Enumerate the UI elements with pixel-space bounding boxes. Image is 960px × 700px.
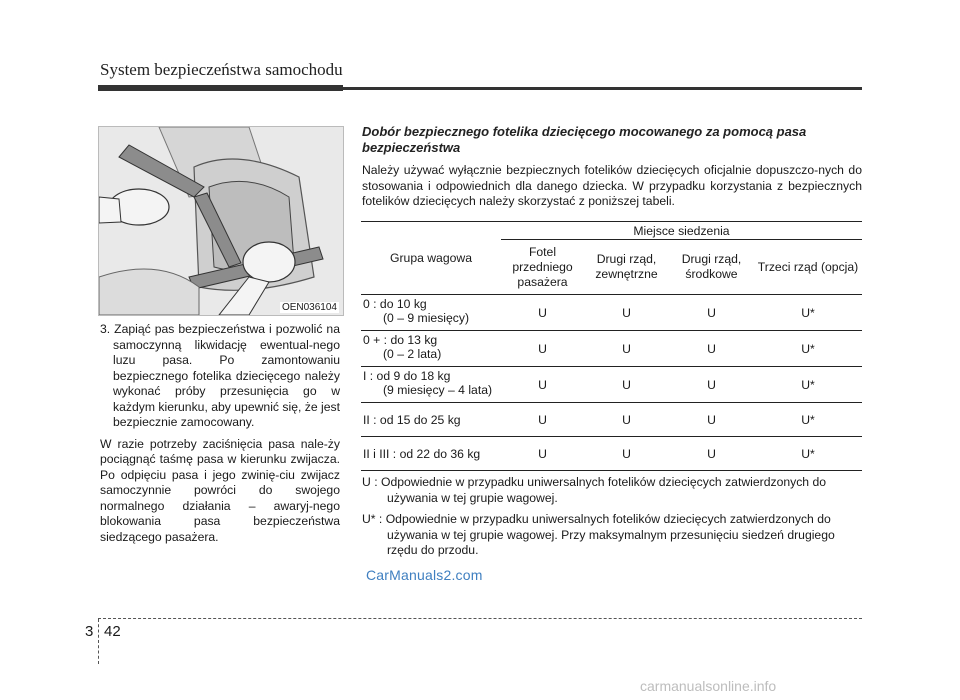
page-number: 42 — [104, 623, 121, 640]
weight-group: 0 : do 10 kg (0 – 9 miesięcy) — [361, 295, 501, 331]
weight-group: I : od 9 do 18 kg (9 miesięcy – 4 lata) — [361, 367, 501, 403]
table-row — [361, 295, 862, 331]
table-cell: U — [669, 295, 754, 331]
weight-group: II : od 15 do 25 kg — [361, 403, 501, 437]
step-number: 3. — [100, 322, 111, 336]
section-intro: Należy używać wyłącznie bezpiecznych fotelików dziecięcych oficjalnie dopuszczo-nych do stosowania i odpowiednich dla danego dziecka. W przypadku korzystania z bezpiecznych fotelików dziecięcych należy skorzystać z poniższej tabeli. — [362, 163, 862, 208]
figure-code: OEN036104 — [281, 302, 337, 313]
header-rule-accent — [98, 85, 343, 91]
table-cell: U — [584, 403, 669, 437]
table-cell: U — [584, 367, 669, 403]
table-cell: U — [669, 403, 754, 437]
step-text: Zapiąć pas bezpieczeństwa i pozwolić na samoczynną likwidację ewentual-nego luzu pasa. Po zamontowaniu bezpiecznego fotelika dziecięcego należy wykonać próby przesunięcia go w każdym kierunku, aby upewnić się, że jest bezpiecznie zamocowany. — [113, 322, 340, 429]
weight-group: 0 + : do 13 kg (0 – 2 lata) — [361, 331, 501, 367]
weight-group: II i III : od 22 do 36 kg — [361, 437, 501, 471]
footer-divider — [98, 619, 99, 664]
watermark-link[interactable]: CarManuals2.com — [366, 567, 483, 583]
legend-u-star: U* : Odpowiednie w przypadku uniwersalnych fotelików dziecięcych zatwierdzonych do używania w tej grupie wagowej. Przy maksymalnym przesunięciu siedzeń drugiego rzędu do przodu. — [362, 512, 835, 557]
column-header-third: Trzeci rząd (opcja) — [754, 240, 862, 295]
table-cell: U* — [754, 437, 862, 471]
table-cell: U — [584, 331, 669, 367]
table-row — [361, 403, 862, 437]
table-cell: U — [501, 403, 584, 437]
column-header-second-outer: Drugi rząd, zewnętrzne — [584, 240, 669, 295]
table-cell: U — [669, 331, 754, 367]
child-seat-drawing — [99, 127, 343, 315]
step-3 — [100, 322, 340, 431]
installation-instructions — [100, 322, 340, 545]
column-header-second-center: Drugi rząd, środkowe — [669, 240, 754, 295]
table-cell: U* — [754, 403, 862, 437]
chapter-number: 3 — [85, 623, 94, 640]
table-cell: U — [501, 437, 584, 471]
seatbelt-illustration — [98, 126, 344, 316]
section-title: Dobór bezpiecznego fotelika dziecięcego mocowanego za pomocą pasa bezpieczeństwa — [362, 124, 807, 155]
table-cell: U — [501, 367, 584, 403]
tightening-paragraph: W razie potrzeby zaciśnięcia pasa nale-ży pociągnąć taśmę pasa w kierunku zwijacza. Po odpięciu pasa i jego zwinię-ciu zwijacz samoczynnie powróci do swojego normalnego działania – awaryj-nego blokowania pasa bezpieczeństwa siedzącego pasażera. — [100, 436, 340, 544]
table-cell: U* — [754, 331, 862, 367]
child-seat-suitability-table — [361, 221, 862, 471]
table-row — [361, 331, 862, 367]
table-cell: U — [501, 295, 584, 331]
table-cell: U — [669, 367, 754, 403]
table-cell: U — [501, 331, 584, 367]
legend-u: U : Odpowiednie w przypadku uniwersalnych fotelików dziecięcych zatwierdzonych do używania w tej grupie wagowej. — [362, 475, 827, 505]
site-watermark: carmanualsonline.info — [640, 678, 777, 694]
table-cell: U — [584, 295, 669, 331]
table-cell: U — [584, 437, 669, 471]
page-header-title: System bezpieczeństwa samochodu — [100, 60, 343, 79]
seat-header: Miejsce siedzenia — [501, 222, 862, 240]
table-cell: U* — [754, 295, 862, 331]
group-header: Grupa wagowa — [361, 222, 501, 295]
table-row — [361, 367, 862, 403]
table-cell: U — [669, 437, 754, 471]
footer-rule — [98, 618, 862, 619]
table-row — [361, 437, 862, 471]
table-legend — [362, 475, 862, 565]
column-header-front: Fotel przedniego pasażera — [501, 240, 584, 295]
table-cell: U* — [754, 367, 862, 403]
